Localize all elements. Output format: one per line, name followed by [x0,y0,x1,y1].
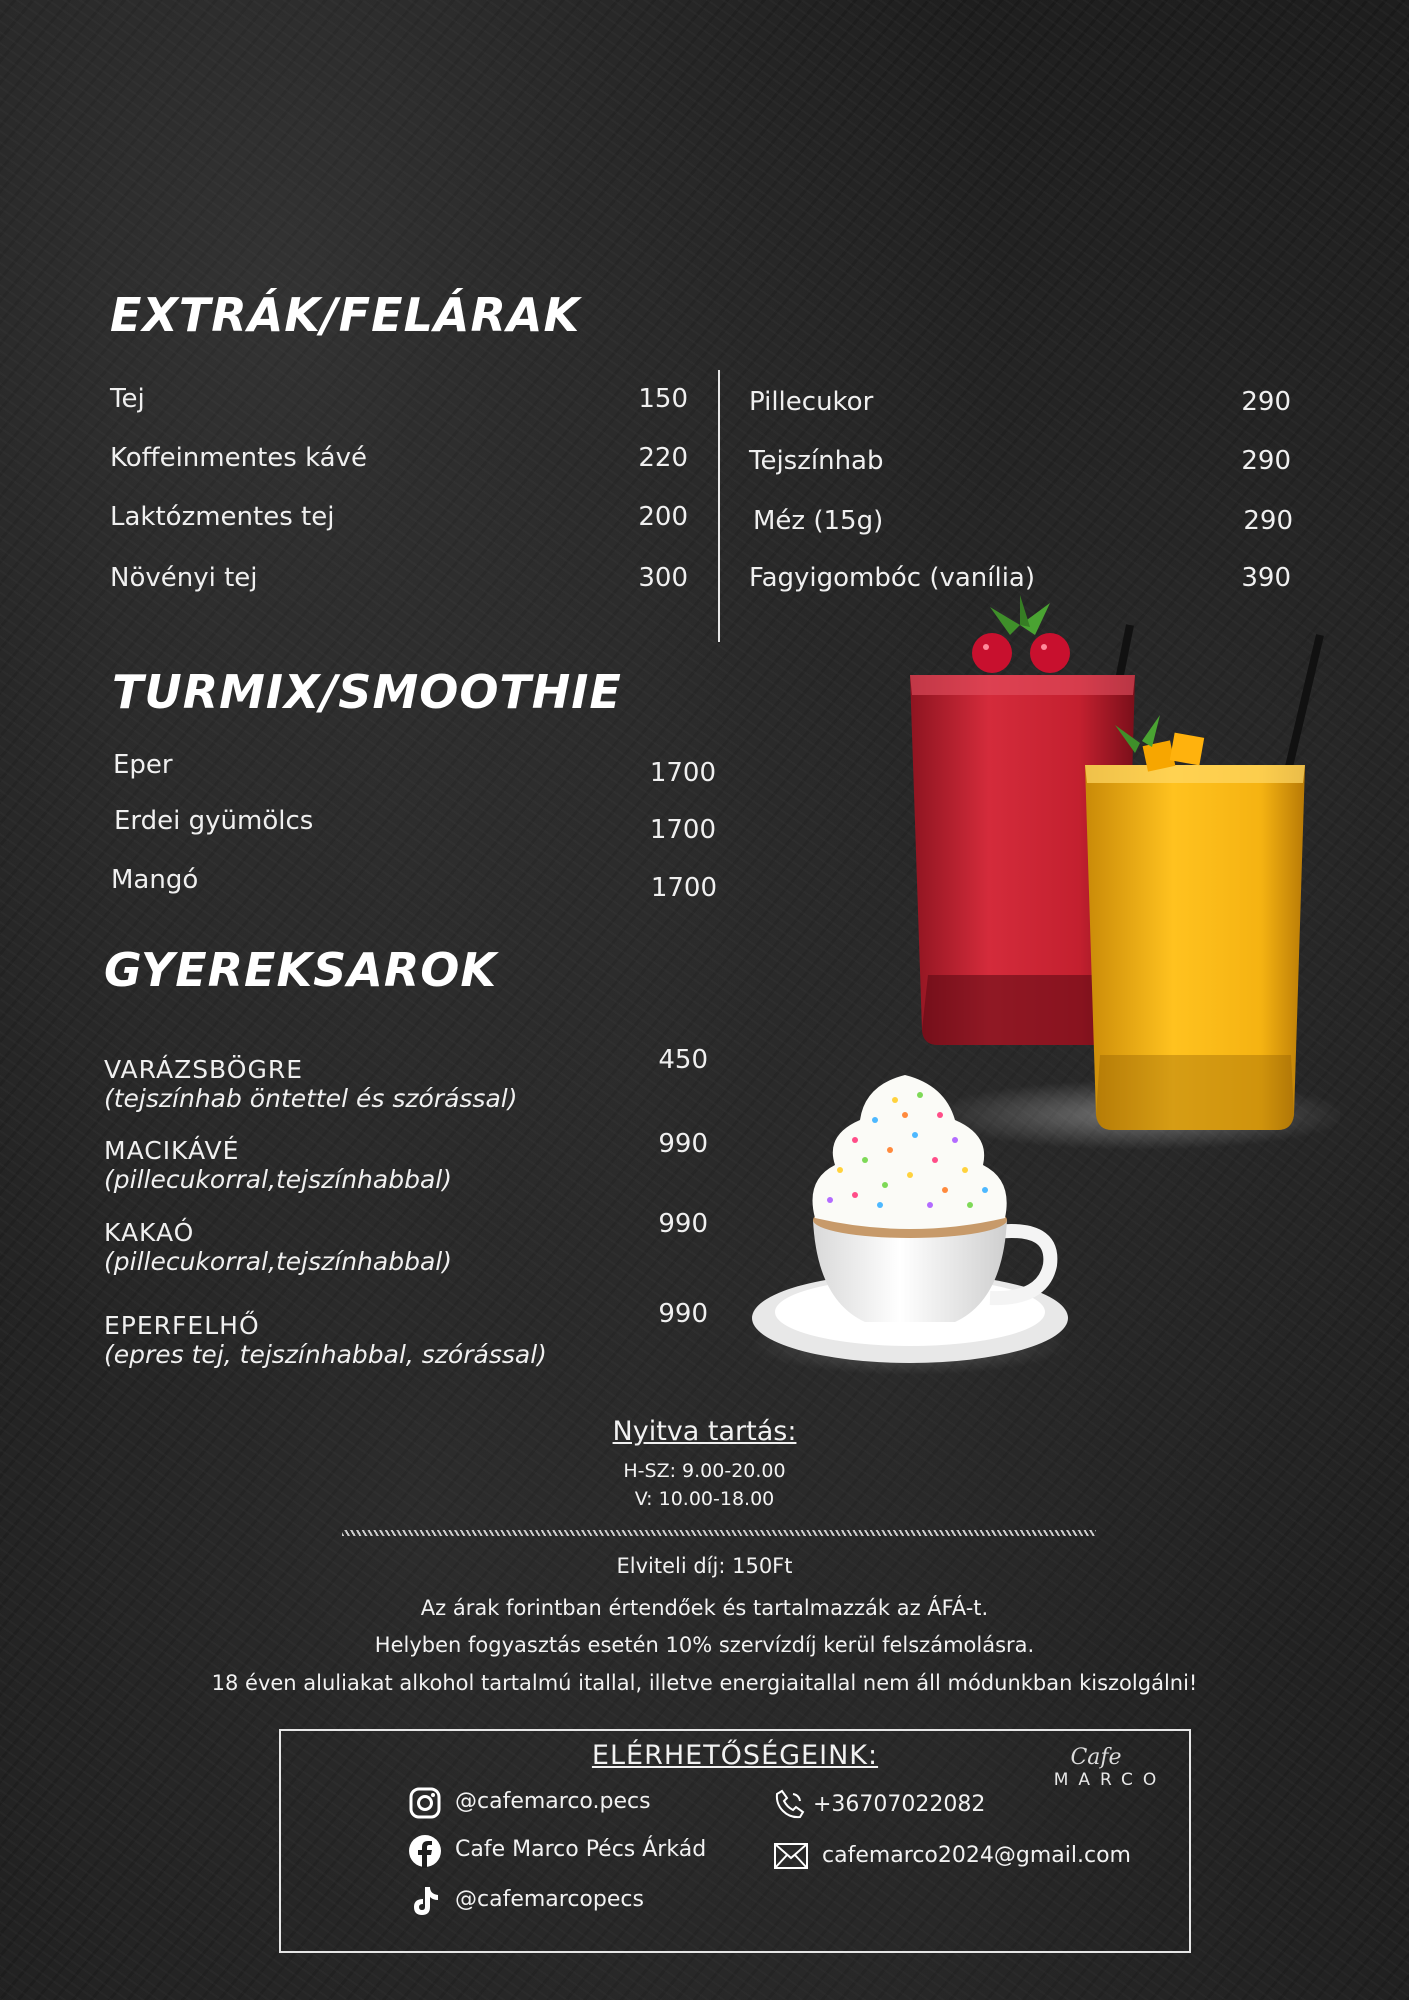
extras-left-item: Növényi tej [110,563,258,593]
smoothie-item: Erdei gyümölcs [114,806,314,836]
kids-item-price: 990 [658,1209,708,1239]
hours-sunday: V: 10.00-18.00 [634,1488,775,1510]
kids-item-name: KAKAÓ [104,1218,195,1247]
extras-left-price: 300 [638,563,688,593]
kids-item-desc: (tejszínhab öntettel és szórással) [104,1084,518,1113]
dashed-divider [342,1530,1096,1536]
extras-left-price: 150 [638,384,688,414]
phone-icon[interactable] [774,1788,806,1820]
kids-title: GYEREKSAROK [104,943,498,997]
logo-script: Cafe [1070,1745,1122,1770]
service-note: Helyben fogyasztás esetén 10% szervízdíj kerül felszámolásra. [374,1633,1035,1657]
extras-title: EXTRÁK/FELÁRAK [110,288,581,342]
tiktok-icon[interactable] [408,1884,442,1918]
kids-item-desc: (pillecukorral,tejszínhabbal) [104,1165,452,1194]
extras-right-price: 290 [1241,387,1291,417]
email-address[interactable]: cafemarco2024@gmail.com [822,1843,1131,1868]
extras-right-item: Pillecukor [749,387,874,417]
age-note: 18 éven aluliakat alkohol tartalmú itallal, illetve energiaitallal nem áll módunkban kiszolgálni! [211,1671,1198,1695]
kids-item-name: MACIKÁVÉ [104,1136,240,1165]
hours-title: Nyitva tartás: [612,1416,797,1447]
extras-left-price: 200 [638,502,688,532]
facebook-icon[interactable] [408,1834,442,1868]
extras-right-price: 290 [1243,506,1293,536]
tiktok-handle[interactable]: @cafemarcopecs [455,1887,644,1912]
kids-item-price: 990 [658,1299,708,1329]
smoothie-price: 1700 [650,873,717,903]
extras-right-item: Fagyigombóc (vanília) [749,563,1036,593]
kids-item-name: VARÁZSBÖGRE [104,1055,303,1084]
contact-title: ELÉRHETŐSÉGEINK: [591,1740,879,1771]
instagram-icon[interactable] [408,1786,442,1820]
smoothie-price: 1700 [649,758,716,788]
kids-item-desc: (epres tej, tejszínhabbal, szórással) [104,1340,547,1369]
extras-left-item: Laktózmentes tej [110,502,335,532]
extras-right-price: 290 [1241,446,1291,476]
extras-right-item: Tejszínhab [749,446,884,476]
column-divider [718,370,720,642]
email-icon[interactable] [773,1842,809,1870]
kids-item-name: EPERFELHŐ [104,1311,260,1340]
cafe-marco-logo [1040,1745,1180,1790]
smoothie-title: TURMIX/SMOOTHIE [112,665,622,719]
facebook-page[interactable]: Cafe Marco Pécs Árkád [455,1837,707,1862]
instagram-handle[interactable]: @cafemarco.pecs [455,1789,651,1814]
logo-word: MARCO [1053,1770,1167,1790]
extras-left-price: 220 [638,443,688,473]
vat-note: Az árak forintban értendőek és tartalmazzák az ÁFÁ-t. [420,1596,989,1620]
takeaway-fee: Elviteli díj: 150Ft [616,1554,793,1578]
extras-left-item: Koffeinmentes kávé [110,443,367,473]
smoothie-item: Mangó [111,865,199,895]
kids-item-desc: (pillecukorral,tejszínhabbal) [104,1247,452,1276]
kids-item-price: 450 [658,1045,708,1075]
hours-weekday: H-SZ: 9.00-20.00 [623,1460,786,1482]
extras-left-item: Tej [110,384,145,414]
smoothie-item: Eper [113,750,173,780]
phone-number[interactable]: +36707022082 [813,1792,986,1817]
magic-mug-image [745,1060,1075,1380]
extras-right-price: 390 [1241,563,1291,593]
kids-item-price: 990 [658,1129,708,1159]
smoothie-price: 1700 [649,815,716,845]
extras-right-item: Méz (15g) [753,506,884,536]
